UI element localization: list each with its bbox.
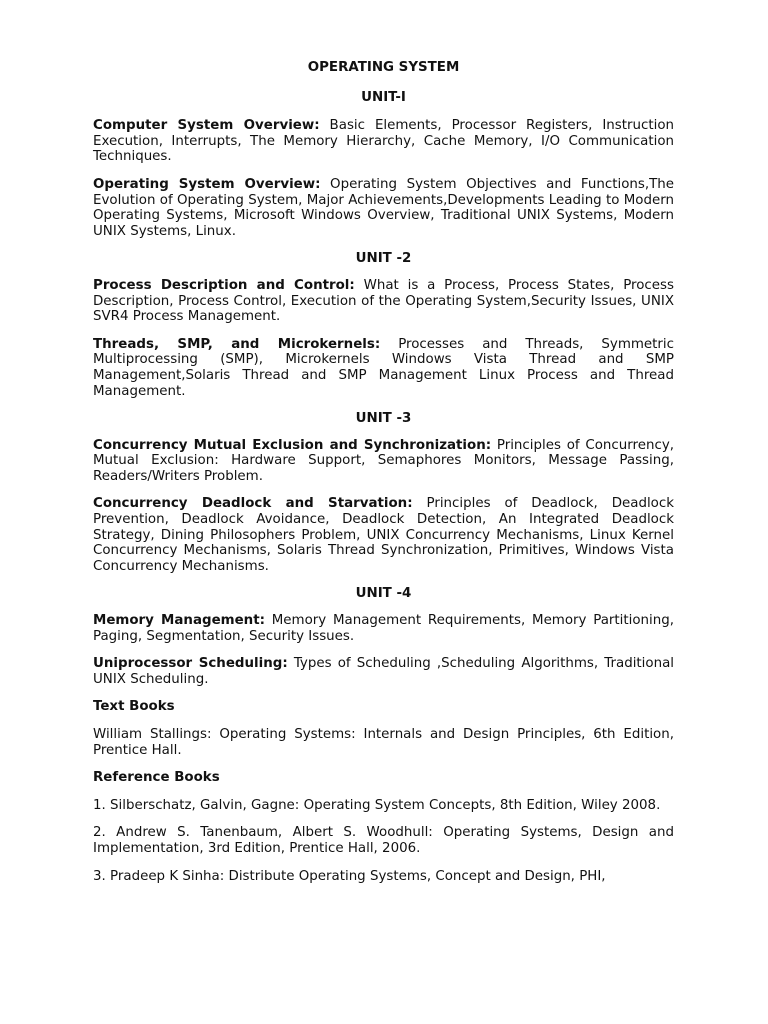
unit-2-heading: UNIT -2 [355,251,412,267]
topic-label: Threads, SMP, and Microkernels: [93,336,381,352]
reference-book-item: 3. Pradeep K Sinha: Distribute Operating Systems, Concept and Design, PHI, [93,868,606,884]
unit-1-heading: UNIT-I [361,89,406,105]
reference-book-item: 2. Andrew S. Tanenbaum, Albert S. Woodhull: Operating Systems, Design and Implementation, 3rd Edition, Prentice Hall, 2006. [93,825,674,856]
topic-text: Processes and Threads, Symmetric Multiprocessing (SMP), Microkernels Windows Vista Thread and SMP Management,Solaris Thread and SMP Management Linux Process and Thread Management. [93,336,675,399]
text-books-heading: Text Books [93,699,175,715]
unit-3-heading: UNIT -3 [355,411,412,427]
topic-computer-system-overview [93,118,674,165]
topic-text: Principles of Concurrency, Mutual Exclusion: Hardware Support, Semaphores Monitors, Message Passing, Readers/Writers Problem. [93,437,674,484]
syllabus-page [93,58,674,896]
topic-text: Types of Scheduling ,Scheduling Algorithms, Traditional UNIX Scheduling. [93,656,674,687]
topic-label: Process Description and Control: [93,277,355,293]
document-title: OPERATING SYSTEM [307,60,460,75]
topic-memory-management [93,613,674,644]
unit-4-heading: UNIT -4 [355,586,412,602]
topic-text: Principles of Deadlock, Deadlock Prevention, Deadlock Avoidance, Deadlock Detection, An Integrated Deadlock Strategy, Dining Philosophers Problem, UNIX Concurrency Mechanisms, Linux Kernel Concurrency Mechanisms, Solaris Thread Synchronization, Primitives, Windows Vista Concurrency Mechanisms. [93,496,674,574]
reference-books-heading: Reference Books [93,770,220,786]
topic-concurrency-deadlock [93,496,674,574]
topic-label: Concurrency Deadlock and Starvation: [93,496,413,512]
reference-book-item: 1. Silberschatz, Galvin, Gagne: Operating System Concepts, 8th Edition, Wiley 2008. [93,797,661,813]
topic-text: What is a Process, Process States, Process Description, Process Control, Execution of the Operating System,Security Issues, UNIX SVR4 Process Management. [93,277,674,325]
topic-label: Uniprocessor Scheduling: [93,656,288,672]
topic-label: Memory Management: [93,613,265,629]
text-book-item: William Stallings: Operating Systems: Internals and Design Principles, 6th Edition, Prentice Hall. [93,727,674,758]
topic-concurrency-mutual-exclusion [93,438,674,485]
topic-text: Memory Management Requirements, Memory Partitioning, Paging, Segmentation, Security Issues. [93,613,674,644]
topic-label: Concurrency Mutual Exclusion and Synchronization: [93,437,492,453]
topic-process-description [93,278,674,325]
topic-label: Computer System Overview: [93,118,320,134]
topic-uniprocessor-scheduling [93,656,674,687]
topic-text: Basic Elements, Processor Registers, Instruction Execution, Interrupts, The Memory Hierarchy, Cache Memory, I/O Communication Techniques. [93,118,675,165]
topic-threads-smp [93,337,674,399]
topic-operating-system-overview [93,177,674,239]
topic-text: Operating System Objectives and Functions,The Evolution of Operating System, Major Achievements,Developments Leading to Modern Operating Systems, Microsoft Windows Overview, Traditional UNIX Systems, Modern UNIX Systems, Linux. [93,176,675,239]
topic-label: Operating System Overview: [93,176,321,192]
